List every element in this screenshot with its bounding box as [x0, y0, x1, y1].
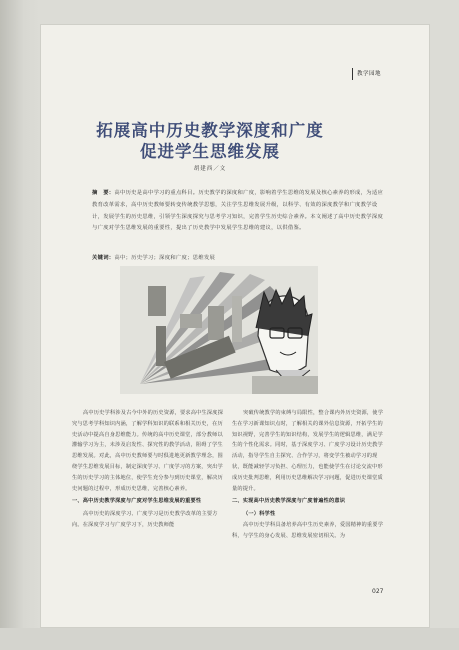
- abstract-label: 摘 要：: [92, 190, 115, 196]
- section-tag: 教学园地: [352, 68, 413, 80]
- abstract-text: 高中历史是高中学习的重点科目。历史教学的深度和广度，影响着学生思维的发展及核心素养的形成，为适应教育改革需求，高中历史教师要转变传统教学思想，关注学生思维发展升级，以科学、有效的深度教学和广度教学设计，发展学生的历史思维，引领学生深度探究与思考学习知识，完善学生历史综合素养。本文阐述了高中历史教学深度与广度对学生思维发展的重要性，提出了历史教学中发展学生思维的建议，以供借鉴。: [92, 190, 384, 232]
- article-title-line1: 拓展高中历史教学深度和广度: [96, 121, 324, 140]
- section-heading: 一、高中历史教学深度与广度对学生思维发展的重要性: [72, 498, 202, 505]
- subsection-heading: （一）科学性: [243, 511, 276, 518]
- illustration-graphic: [120, 266, 318, 394]
- paragraph: 高中历史学科涉及古今中外的历史资源，要求高中生深度探究与思考学科知识内涵，了解学科知识的联系和相关历史，在历史活动中提高自身思维能力。传统的高中历史课堂，部分教师以灌输学习为主，未涉及启发性、探究性的教学活动，阻碍了学生思维发展。对此，高中历史教师要与时俱进地更新教学理念，围绕学生思维发展目标，制定深度学习、广度学习的方案，突出学生的历史学习的主体地位，使学生充分参与到历史课堂，解决历史问题的过程中，形成历史思维，完善核心素养。: [72, 410, 224, 492]
- history-illustration: [120, 266, 318, 394]
- paragraph: 高中历史学科具备培养高中生历史素养，爱国精神的重要学科，与学生的身心发展、思维发展密切相关。为: [232, 521, 384, 539]
- section-heading: 二、实现高中历史教学深度与广度普遍性的意识: [232, 498, 346, 505]
- keywords-label: 关键词：: [92, 255, 115, 261]
- abstract: [92, 188, 388, 235]
- left-column: [72, 408, 224, 531]
- paragraph: 突破传统教学的束缚与局限性，整合课内外历史资源，使学生在学习新课知识点时，了解相关的课外信息资源，开拓学生的知识视野，完善学生的知识结构，发展学生的逻辑思维，满足学生的个性化需求。同时，基于深度学习、广度学习设计历史教学活动，指导学生自主探究、合作学习，将变学生被动学习的现状，既能减轻学习负担、心理压力，也能使学生在讨论交流中形成历史批判思维，利用历史思维解决学习问题，促进历史课堂质量的提升。: [232, 410, 384, 492]
- right-column: [232, 408, 384, 542]
- article-title-line2: 促进学生思维发展: [140, 142, 280, 161]
- keywords-text: 高中；历史学习；深度和广度；思维发展: [114, 255, 216, 261]
- page-binding-shadow: [0, 0, 40, 650]
- keywords: [92, 253, 388, 261]
- author-line: 胡建西／文: [193, 166, 227, 172]
- page-number: 027: [372, 588, 384, 595]
- scan-bottom-edge: [0, 628, 459, 650]
- paragraph: 高中历史的深度学习、广度学习是历史教学改革的主要方向。在深度学习与广度学习下，历史教师能: [72, 511, 218, 528]
